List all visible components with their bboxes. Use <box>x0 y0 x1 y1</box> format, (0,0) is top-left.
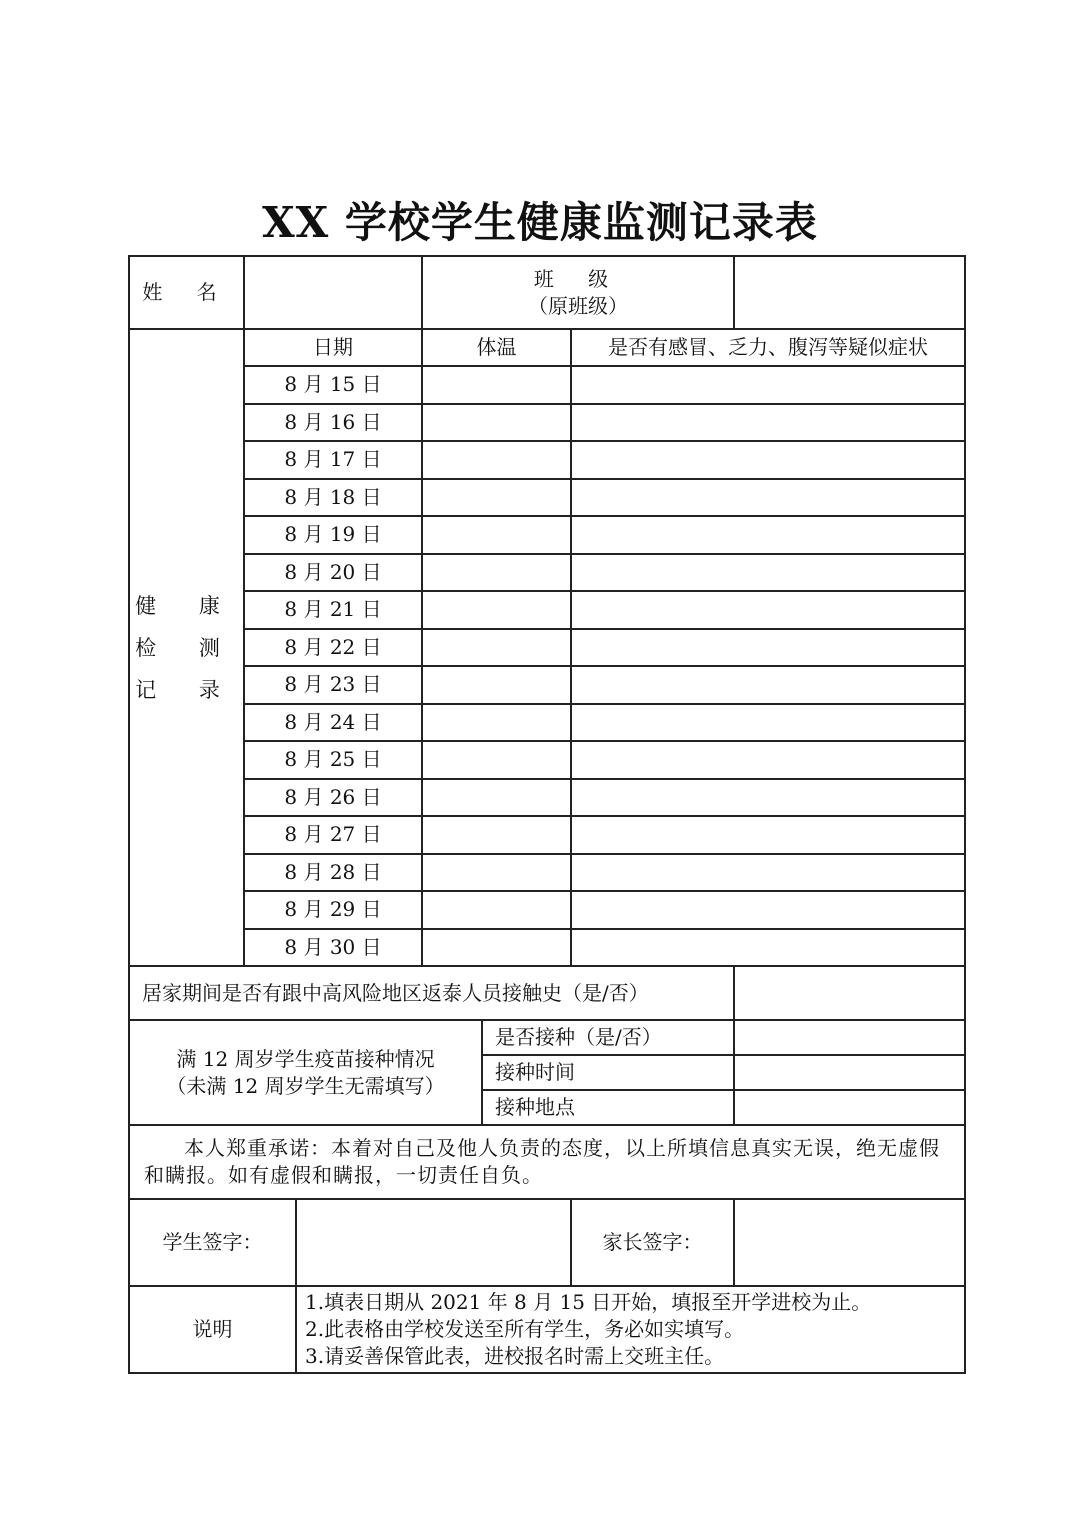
name-label: 姓 名 <box>129 256 244 329</box>
record-date: 8 月 19 日 <box>244 516 422 554</box>
temperature-input[interactable] <box>422 929 571 967</box>
record-date: 8 月 26 日 <box>244 779 422 817</box>
parent-sign-input[interactable] <box>734 1199 965 1286</box>
vaccine-row-1 <box>129 1020 965 1055</box>
vaccinated-input[interactable] <box>734 1020 965 1055</box>
record-row <box>129 366 965 404</box>
record-row <box>129 741 965 779</box>
signature-row <box>129 1199 965 1286</box>
record-date: 8 月 21 日 <box>244 591 422 629</box>
vaccine-label-line2: （未满 12 周岁学生无需填写） <box>166 1073 445 1098</box>
symptoms-input[interactable] <box>571 629 965 667</box>
symptoms-column-header: 是否有感冒、乏力、腹泻等疑似症状 <box>571 329 965 366</box>
record-date: 8 月 20 日 <box>244 554 422 592</box>
symptoms-input[interactable] <box>571 704 965 742</box>
record-row <box>129 591 965 629</box>
temperature-input[interactable] <box>422 779 571 817</box>
temperature-input[interactable] <box>422 666 571 704</box>
vaccinated-label: 是否接种（是/否） <box>482 1020 734 1055</box>
vaccine-label-line1: 满 12 周岁学生疫苗接种情况 <box>176 1046 435 1071</box>
temperature-input[interactable] <box>422 816 571 854</box>
record-date: 8 月 17 日 <box>244 441 422 479</box>
symptoms-input[interactable] <box>571 816 965 854</box>
pledge-text-cell <box>129 1125 965 1199</box>
date-column-header: 日期 <box>244 329 422 366</box>
symptoms-input[interactable] <box>571 441 965 479</box>
symptoms-input[interactable] <box>571 666 965 704</box>
record-row <box>129 779 965 817</box>
pledge-text: 本人郑重承诺：本着对自己及他人负责的态度，以上所填信息真实无误，绝无虚假和瞒报。如有虚假和瞒报，一切责任自负。 <box>144 1136 940 1187</box>
note-item-1: 1.填表日期从 2021 年 8 月 15 日开始，填报至开学进校为止。 <box>305 1290 872 1314</box>
class-label <box>422 256 734 329</box>
pledge-row <box>129 1125 965 1199</box>
symptoms-input[interactable] <box>571 854 965 892</box>
record-date: 8 月 15 日 <box>244 366 422 404</box>
class-label-sub: （原班级） <box>528 293 628 318</box>
record-row <box>129 441 965 479</box>
temperature-input[interactable] <box>422 479 571 517</box>
temperature-input[interactable] <box>422 741 571 779</box>
health-label-line3: 记 录 <box>135 677 238 702</box>
class-label-main: 班 级 <box>533 266 623 291</box>
record-date: 8 月 22 日 <box>244 629 422 667</box>
record-row <box>129 891 965 929</box>
record-row <box>129 404 965 442</box>
vaccine-location-input[interactable] <box>734 1090 965 1125</box>
notes-list <box>296 1286 965 1373</box>
symptoms-input[interactable] <box>571 479 965 517</box>
record-date: 8 月 18 日 <box>244 479 422 517</box>
record-row <box>129 929 965 967</box>
record-date: 8 月 28 日 <box>244 854 422 892</box>
record-date: 8 月 30 日 <box>244 929 422 967</box>
health-record-label <box>129 329 244 966</box>
vaccine-time-label: 接种时间 <box>482 1055 734 1090</box>
record-row <box>129 629 965 667</box>
note-item-2: 2.此表格由学校发送至所有学生，务必如实填写。 <box>305 1317 745 1341</box>
name-row <box>129 256 965 329</box>
temperature-input[interactable] <box>422 591 571 629</box>
symptoms-input[interactable] <box>571 741 965 779</box>
health-label-line2: 检 测 <box>135 635 238 660</box>
symptoms-input[interactable] <box>571 366 965 404</box>
record-row <box>129 516 965 554</box>
vaccine-time-input[interactable] <box>734 1055 965 1090</box>
record-row <box>129 816 965 854</box>
temperature-column-header: 体温 <box>422 329 571 366</box>
symptoms-input[interactable] <box>571 404 965 442</box>
record-row <box>129 704 965 742</box>
record-date: 8 月 29 日 <box>244 891 422 929</box>
parent-sign-label: 家长签字： <box>571 1199 734 1286</box>
record-date: 8 月 16 日 <box>244 404 422 442</box>
contact-history-row <box>129 966 965 1020</box>
record-row <box>129 479 965 517</box>
temperature-input[interactable] <box>422 554 571 592</box>
temperature-input[interactable] <box>422 404 571 442</box>
note-item-3: 3.请妥善保管此表，进校报名时需上交班主任。 <box>305 1344 725 1368</box>
notes-label: 说明 <box>129 1286 296 1373</box>
class-input-cell[interactable] <box>734 256 965 329</box>
record-row <box>129 854 965 892</box>
temperature-input[interactable] <box>422 516 571 554</box>
record-row <box>129 554 965 592</box>
symptoms-input[interactable] <box>571 554 965 592</box>
vaccine-label <box>129 1020 482 1125</box>
page-title: XX 学校学生健康监测记录表 <box>262 198 818 247</box>
temperature-input[interactable] <box>422 891 571 929</box>
vaccine-location-label: 接种地点 <box>482 1090 734 1125</box>
student-sign-input[interactable] <box>296 1199 571 1286</box>
contact-history-label: 居家期间是否有跟中高风险地区返泰人员接触史（是/否） <box>129 966 734 1020</box>
symptoms-input[interactable] <box>571 929 965 967</box>
temperature-input[interactable] <box>422 854 571 892</box>
student-sign-label: 学生签字： <box>129 1199 296 1286</box>
record-header-row <box>129 329 965 366</box>
record-date: 8 月 24 日 <box>244 704 422 742</box>
symptoms-input[interactable] <box>571 891 965 929</box>
temperature-input[interactable] <box>422 441 571 479</box>
name-input-cell[interactable] <box>244 256 422 329</box>
record-row <box>129 666 965 704</box>
symptoms-input[interactable] <box>571 779 965 817</box>
temperature-input[interactable] <box>422 704 571 742</box>
notes-row <box>129 1286 965 1373</box>
record-date: 8 月 25 日 <box>244 741 422 779</box>
health-label-line1: 健 康 <box>135 593 238 618</box>
symptoms-input[interactable] <box>571 516 965 554</box>
record-date: 8 月 27 日 <box>244 816 422 854</box>
temperature-input[interactable] <box>422 366 571 404</box>
health-record-table <box>128 255 966 1374</box>
record-date: 8 月 23 日 <box>244 666 422 704</box>
symptoms-input[interactable] <box>571 591 965 629</box>
temperature-input[interactable] <box>422 629 571 667</box>
contact-history-input[interactable] <box>734 966 965 1020</box>
